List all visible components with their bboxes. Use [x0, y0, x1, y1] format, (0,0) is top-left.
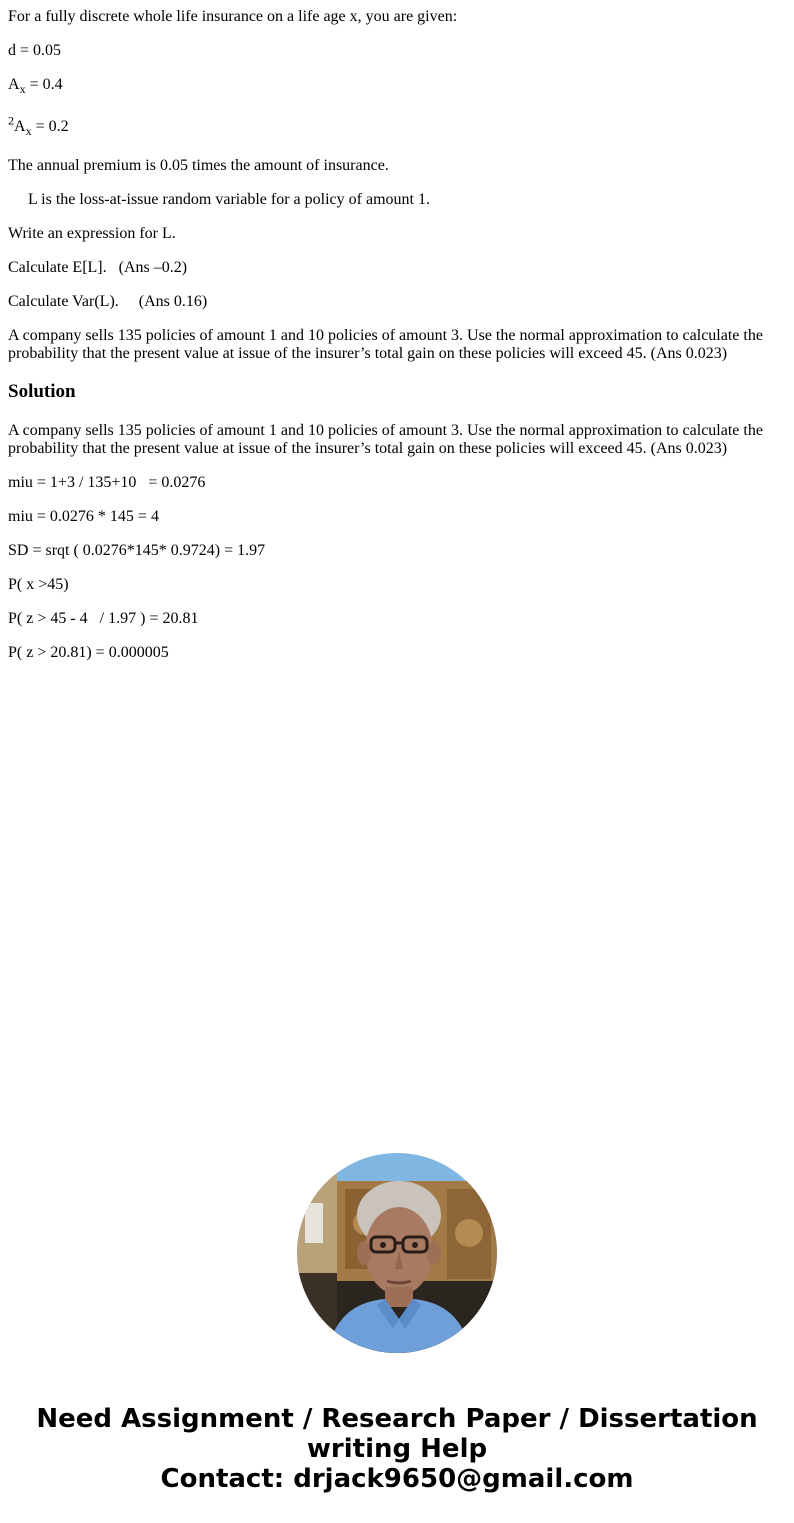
given-ax-sub: x — [19, 82, 26, 97]
solution-restated: A company sells 135 policies of amount 1 and 10 policies of amount 3. Use the normal approximation to calculate the probability that the present value at issue of the insurer’s total gain on these policies will exceed 45. (Ans 0.023) — [8, 422, 763, 457]
given-2ax-sup: 2 — [8, 113, 14, 128]
solution-step: P( z > 20.81) = 0.000005 — [8, 644, 169, 661]
loss-definition: L is the loss-at-issue random variable for a policy of amount 1. — [28, 191, 430, 208]
author-photo — [297, 1153, 497, 1353]
banner-line-1: Need Assignment / Research Paper / Dissertation — [36, 1404, 758, 1434]
question-company: A company sells 135 policies of amount 1 and 10 policies of amount 3. Use the normal approximation to calculate the probability that the present value at issue of the insurer’s total gain on these policies will exceed 45. (Ans 0.023) — [8, 327, 763, 362]
problem-intro: For a fully discrete whole life insurance on a life age x, you are given: — [8, 8, 458, 25]
given-2ax-sub: x — [25, 124, 32, 139]
premium-text: The annual premium is 0.05 times the amount of insurance. — [8, 157, 389, 174]
solution-heading: Solution — [8, 381, 76, 402]
solution-step: P( x >45) — [8, 576, 69, 593]
given-ax-value: = 0.4 — [25, 76, 63, 93]
given-ax-base: A — [8, 76, 20, 93]
solution-step: miu = 1+3 / 135+10 = 0.0276 — [8, 474, 206, 491]
contact-banner — [0, 1404, 794, 1494]
banner-contact: Contact: drjack9650@gmail.com — [160, 1464, 634, 1494]
banner-line-2: writing Help — [306, 1434, 488, 1464]
solution-step: P( z > 45 - 4 / 1.97 ) = 20.81 — [8, 610, 199, 627]
solution-step: SD = srqt ( 0.0276*145* 0.9724) = 1.97 — [8, 542, 266, 559]
author-avatar — [297, 1153, 497, 1353]
question-variance: Calculate Var(L). (Ans 0.16) — [8, 293, 208, 310]
question-expectation: Calculate E[L]. (Ans –0.2) — [8, 259, 188, 276]
question-expression: Write an expression for L. — [8, 225, 176, 242]
given-d: d = 0.05 — [8, 42, 62, 59]
given-ax — [8, 76, 63, 97]
solution-step: miu = 0.0276 * 145 = 4 — [8, 508, 159, 525]
given-2ax-value: = 0.2 — [31, 118, 69, 135]
given-2ax — [8, 113, 69, 139]
given-2ax-base: A — [14, 118, 26, 135]
